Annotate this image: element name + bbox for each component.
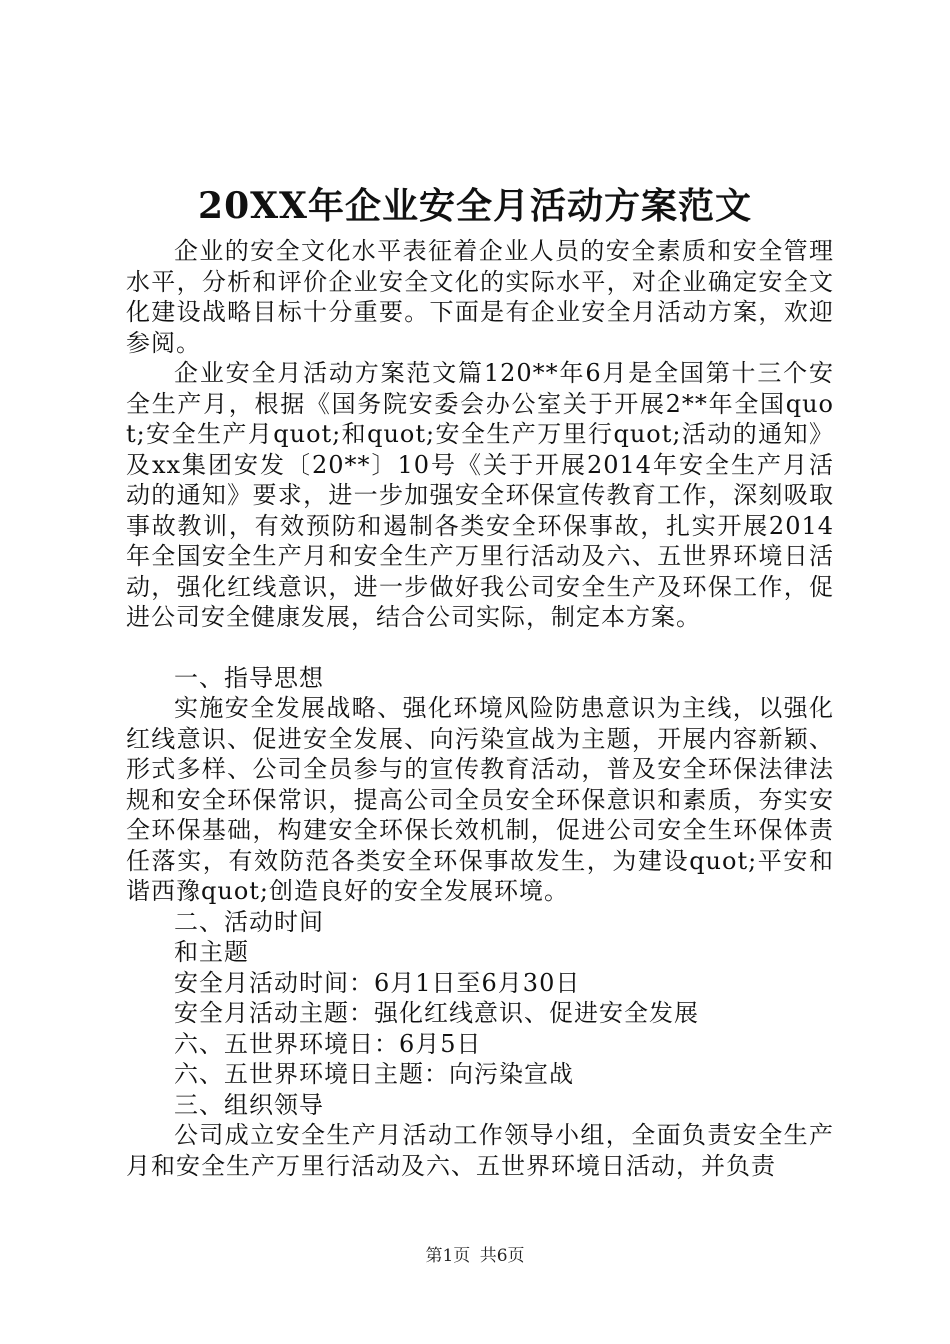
page-footer xyxy=(0,1246,950,1266)
section-heading-guiding-thought: 一、指导思想 xyxy=(174,663,324,692)
activity-time-line: 安全月活动时间：6月1日至6月30日 xyxy=(174,968,581,997)
section-heading-theme: 和主题 xyxy=(174,938,249,966)
plan-paragraph: 企业安全月活动方案范文篇120**年6月是全国第十三个安全生产月，根据《国务院安委会办公室关于开展2**年全国quot;安全生产月quot;和quot;安全生产万里行quot;活动的通知》及xx集团安发〔20**〕10号《关于开展2014年安全生产月活动的通知》要求，进一步加强安全环保宣传教育工作，深刻吸取事故教训，有效预防和遏制各类安全环保事故，扎实开展2014年全国安全生产月和安全生产万里行活动及六、五世界环境日活动，强化红线意识，进一步做好我公司安全生产及环保工作，促进公司安全健康发展，结合公司实际，制定本方案。 xyxy=(126,359,834,631)
guiding-thought-paragraph: 实施安全发展战略、强化环境风险防患意识为主线，以强化红线意识、促进安全发展、向污染宣战为主题，开展内容新颖、形式多样、公司全员参与的宣传教育活动，普及安全环保法律法规和安全环保常识，提高公司全员安全环保意识和素质，夯实安全环保基础，构建安全环保长效机制，促进公司安全生环保体责任落实，有效防范各类安全环保事故发生，为建设quot;平安和谐西豫quot;创造良好的安全发展环境。 xyxy=(126,694,834,905)
page-number: 第1页 xyxy=(425,1246,471,1266)
page-total: 共6页 xyxy=(479,1246,525,1266)
document-title: 20XX年企业安全月活动方案范文 xyxy=(198,185,752,227)
section-heading-organization: 三、组织领导 xyxy=(174,1090,324,1119)
environment-day-theme-line: 六、五世界环境日主题：向污染宣战 xyxy=(174,1060,574,1088)
environment-day-line: 六、五世界环境日：6月5日 xyxy=(174,1029,482,1058)
section-heading-activity-time: 二、活动时间 xyxy=(174,907,324,936)
document-body xyxy=(126,236,834,1181)
paragraph-gap xyxy=(126,633,834,663)
organization-paragraph: 公司成立安全生产月活动工作领导小组，全面负责安全生产月和安全生产万里行活动及六、五世界环境日活动，并负责 xyxy=(126,1121,834,1180)
intro-paragraph: 企业的安全文化水平表征着企业人员的安全素质和安全管理水平，分析和评价企业安全文化的实际水平，对企业确定安全文化建设战略目标十分重要。下面是有企业安全月活动方案，欢迎参阅。 xyxy=(126,237,834,357)
activity-theme-line: 安全月活动主题：强化红线意识、促进安全发展 xyxy=(174,999,699,1027)
